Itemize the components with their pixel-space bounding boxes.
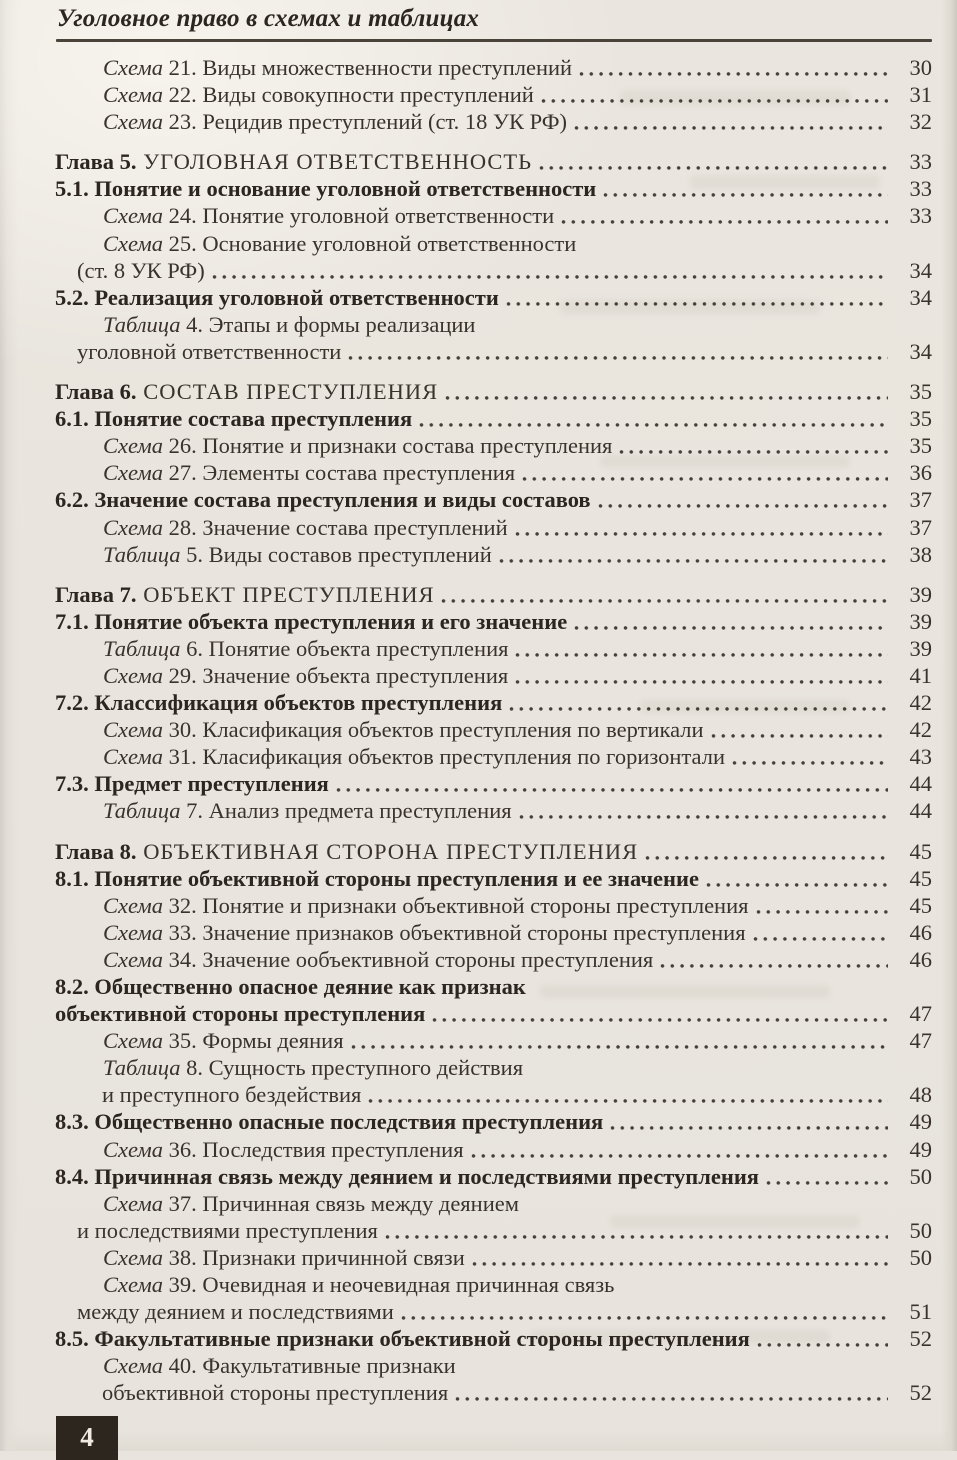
dot-leader (470, 1244, 888, 1271)
toc-chapter-prefix: Глава 7. (55, 581, 137, 607)
toc-entry (55, 689, 932, 716)
toc-entry (55, 1000, 932, 1027)
toc-entry (55, 1054, 932, 1081)
toc-entry-text: объективной стороны преступления (55, 1001, 426, 1027)
dot-leader (210, 257, 888, 284)
dot-leader (513, 662, 888, 689)
dot-leader (497, 541, 888, 568)
toc-entry-page: 50 (909, 1163, 932, 1189)
toc-entry-page: 47 (909, 1001, 932, 1027)
dot-leader (507, 689, 888, 716)
toc-entry-text: 8.1. Понятие объективной стороны преступления и ее значение (55, 865, 699, 891)
toc-entry-text: 21. Виды множественности преступлений (163, 55, 573, 80)
toc-entry-page: 34 (909, 257, 932, 283)
toc-entry (55, 581, 932, 608)
toc-entry-page: 45 (909, 892, 932, 918)
toc-entry-label: Схема (103, 1272, 164, 1298)
toc-entry (55, 81, 932, 108)
toc-entry-text: 34. Значение ообъективной стороны преступления (163, 946, 654, 972)
toc-entry-label: Таблица (103, 311, 181, 337)
dot-leader (764, 1163, 888, 1190)
toc-entry-label: Таблица (103, 635, 181, 661)
dot-leader (730, 743, 888, 770)
toc-entry (55, 284, 932, 311)
toc-entry-page: 50 (909, 1244, 932, 1270)
toc-entry (55, 459, 932, 486)
toc-entry-text: уголовной ответственности (77, 338, 342, 364)
toc-entry (55, 608, 932, 635)
dot-leader (346, 338, 888, 365)
toc-entry-label: Схема (103, 55, 164, 80)
header-rule (56, 39, 932, 42)
dot-leader (608, 1108, 888, 1135)
dot-leader (430, 1000, 888, 1027)
dot-leader (504, 284, 888, 311)
toc-entry-page: 35 (909, 406, 932, 432)
toc-entry-page: 37 (909, 514, 932, 540)
toc-entry (55, 865, 932, 892)
toc-entry-text: 24. Понятие уголовной ответственности (163, 203, 555, 229)
toc-entry (55, 1352, 932, 1379)
toc-entry-page: 49 (909, 1136, 932, 1162)
toc-entry-page: 31 (909, 82, 932, 108)
toc-entry (55, 1190, 932, 1217)
toc-entry-label: Таблица (103, 541, 181, 567)
toc-entry (55, 108, 932, 135)
toc-entry-page: 33 (909, 149, 932, 175)
toc-entry (55, 770, 932, 797)
toc-chapter-prefix: Глава 8. (55, 838, 137, 864)
toc-entry (55, 716, 932, 743)
toc-entry-text: 28. Значение состава преступлений (163, 514, 508, 540)
toc-entry-label: Схема (103, 1190, 164, 1216)
toc-entry-text: (ст. 8 УК РФ) (77, 257, 205, 283)
toc-entry-text: 7. Анализ предмета преступления (180, 798, 512, 824)
toc-entry-text: 36. Последствия преступления (163, 1136, 464, 1162)
dot-leader (537, 148, 888, 175)
dot-leader (539, 81, 888, 108)
toc-entry (55, 1379, 932, 1406)
dot-leader (349, 1027, 888, 1054)
toc-entry-label: Схема (103, 717, 164, 743)
toc-entry-page: 42 (909, 717, 932, 743)
toc-entry-text: 30. Класификация объектов преступления по вертикали (163, 717, 704, 743)
toc-entry-text: объективной стороны преступления (102, 1380, 449, 1406)
toc-entry-page: 52 (909, 1380, 932, 1406)
toc-entry-text: 38. Признаки причинной связи (163, 1244, 465, 1270)
toc-entry-page: 32 (909, 109, 932, 135)
toc-entry-label: Схема (103, 892, 164, 918)
toc-entry-text: 8.4. Причинная связь между деянием и последствиями преступления (55, 1163, 759, 1189)
toc-entry-page: 45 (909, 865, 932, 891)
toc-entry-page: 44 (909, 798, 932, 824)
page-number-badge (56, 1416, 118, 1460)
toc-entry-text: 25. Основание уголовной ответственности (163, 230, 577, 256)
toc-entry (55, 378, 932, 405)
toc-entry-page: 39 (909, 581, 932, 607)
dot-leader (453, 1379, 888, 1406)
toc-entry-text: 31. Класификация объектов преступления по горизонтали (163, 744, 725, 770)
toc-entry-page: 48 (909, 1082, 932, 1108)
toc-entry-page: 42 (909, 690, 932, 716)
toc-entry-label: Таблица (103, 1055, 181, 1081)
table-of-contents (55, 54, 932, 1407)
toc-entry-page: 33 (909, 203, 932, 229)
toc-entry-label: Схема (103, 1244, 164, 1270)
toc-entry (55, 1244, 932, 1271)
dot-leader (383, 1217, 888, 1244)
toc-entry-label: Схема (103, 109, 164, 135)
toc-entry (55, 662, 932, 689)
toc-entry (55, 175, 932, 202)
toc-entry-text: 39. Очевидная и неочевидная причинная связь (163, 1272, 615, 1298)
toc-entry (55, 1217, 932, 1244)
toc-entry (55, 257, 932, 284)
dot-leader (754, 892, 889, 919)
toc-entry-text: 7.1. Понятие объекта преступления и его значение (55, 608, 568, 634)
toc-entry-text: 8.2. Общественно опасное деяние как признак (55, 974, 526, 999)
toc-entry (55, 1136, 932, 1163)
toc-entry (55, 514, 932, 541)
toc-entry-text: 5. Виды составов преступлений (180, 541, 492, 567)
toc-chapter-prefix: Глава 5. (55, 149, 137, 175)
toc-entry-text: 33. Значение признаков объективной стороны преступления (163, 919, 746, 945)
toc-entry (55, 202, 932, 229)
toc-entry-page: 35 (909, 433, 932, 459)
toc-entry-text: 7.3. Предмет преступления (55, 771, 329, 797)
toc-entry-text: 22. Виды совокупности преступлений (163, 82, 534, 108)
toc-entry-page: 46 (909, 946, 932, 972)
page-number: 4 (80, 1422, 94, 1452)
toc-entry (55, 54, 932, 81)
toc-chapter-title: ОБЪЕКТ ПРЕСТУПЛЕНИЯ (136, 581, 435, 607)
toc-entry-label: Схема (103, 1136, 164, 1162)
toc-entry-page: 34 (909, 284, 932, 310)
toc-entry (55, 1163, 932, 1190)
toc-entry-text: 40. Факультативные признаки (163, 1353, 456, 1379)
dot-leader (513, 514, 888, 541)
toc-entry-page: 30 (909, 55, 932, 80)
toc-entry-label: Схема (103, 946, 164, 972)
toc-entry-page: 34 (909, 338, 932, 364)
running-header-title: Уголовное право в схемах и таблицах (57, 5, 480, 32)
toc-entry (55, 919, 932, 946)
toc-entry-page: 51 (909, 1299, 932, 1325)
toc-entry-text: 37. Причинная связь между деянием (163, 1190, 519, 1216)
dot-leader (366, 1081, 888, 1108)
toc-entry-page: 36 (909, 460, 932, 486)
toc-entry (55, 973, 932, 1000)
toc-entry-page: 45 (909, 838, 932, 864)
toc-entry-page: 43 (909, 744, 932, 770)
toc-entry (55, 743, 932, 770)
dot-leader (643, 838, 888, 865)
toc-chapter-title: ОБЪЕКТИВНАЯ СТОРОНА ПРЕСТУПЛЕНИЯ (136, 838, 639, 864)
dot-leader (559, 202, 888, 229)
toc-entry-page: 37 (909, 487, 932, 513)
toc-entry-text: 5.1. Понятие и основание уголовной ответственности (55, 176, 597, 202)
toc-entry-text: 7.2. Классификация объектов преступления (55, 690, 503, 716)
toc-chapter-title: СОСТАВ ПРЕСТУПЛЕНИЯ (136, 379, 439, 405)
dot-leader (439, 581, 888, 608)
dot-leader (334, 770, 888, 797)
toc-entry (55, 838, 932, 865)
dot-leader (443, 378, 888, 405)
toc-entry (55, 797, 932, 824)
toc-entry-page: 35 (909, 379, 932, 405)
dot-leader (601, 175, 888, 202)
toc-entry (55, 635, 932, 662)
toc-entry-page: 39 (909, 608, 932, 634)
toc-entry (55, 1298, 932, 1325)
dot-leader (572, 608, 888, 635)
toc-entry-text: 6. Понятие объекта преступления (180, 635, 509, 661)
dot-leader (577, 54, 888, 81)
toc-entry-page: 47 (909, 1028, 932, 1054)
toc-entry-label: Схема (103, 1353, 164, 1379)
toc-entry-text: 6.1. Понятие состава преступления (55, 406, 413, 432)
toc-entry-page: 33 (909, 176, 932, 202)
toc-entry-label: Схема (103, 662, 164, 688)
toc-entry-label: Схема (103, 82, 164, 108)
toc-entry (55, 230, 932, 257)
toc-entry-label: Схема (103, 514, 164, 540)
toc-entry-text: 27. Элементы состава преступления (163, 460, 516, 486)
toc-entry-label: Схема (103, 744, 164, 770)
toc-entry-page: 50 (909, 1217, 932, 1243)
toc-entry-text: между деянием и последствиями (77, 1299, 394, 1325)
toc-entry-page: 52 (909, 1326, 932, 1352)
toc-entry (55, 1108, 932, 1135)
toc-entry (55, 311, 932, 338)
toc-entry-text: и последствиями преступления (77, 1217, 378, 1243)
toc-entry (55, 486, 932, 513)
toc-entry (55, 338, 932, 365)
toc-entry-page: 46 (909, 919, 932, 945)
dot-leader (617, 432, 888, 459)
toc-entry (55, 148, 932, 175)
toc-entry-text: и преступного бездействия (102, 1082, 362, 1108)
toc-entry-label: Схема (103, 919, 164, 945)
toc-entry-page: 49 (909, 1109, 932, 1135)
dot-leader (658, 946, 888, 973)
dot-leader (513, 635, 888, 662)
toc-chapter-prefix: Глава 6. (55, 379, 137, 405)
toc-entry-page: 38 (909, 541, 932, 567)
toc-entry-text: 6.2. Значение состава преступления и виды составов (55, 487, 591, 513)
toc-entry-label: Схема (103, 433, 164, 459)
toc-entry (55, 432, 932, 459)
toc-entry-text: 8. Сущность преступного действия (180, 1055, 524, 1081)
toc-entry-label: Схема (103, 1028, 164, 1054)
toc-entry-text: 35. Формы деяния (163, 1028, 344, 1054)
toc-entry-label: Схема (103, 230, 164, 256)
toc-entry (55, 1325, 932, 1352)
toc-entry-text: 8.3. Общественно опасные последствия преступления (55, 1109, 604, 1135)
toc-entry-text: 5.2. Реализация уголовной ответственности (55, 284, 499, 310)
toc-entry-text: 26. Понятие и признаки состава преступления (163, 433, 613, 459)
dot-leader (572, 108, 888, 135)
toc-entry-text: 29. Значение объекта преступления (163, 662, 509, 688)
toc-entry-text: 4. Этапы и формы реализации (180, 311, 476, 337)
toc-entry-page: 44 (909, 771, 932, 797)
toc-entry (55, 541, 932, 568)
toc-entry (55, 1027, 932, 1054)
toc-entry (55, 1081, 932, 1108)
dot-leader (596, 486, 888, 513)
toc-entry-text: 32. Понятие и признаки объективной стороны преступления (163, 892, 749, 918)
toc-entry (55, 946, 932, 973)
toc-entry-label: Схема (103, 203, 164, 229)
toc-entry (55, 405, 932, 432)
toc-entry-text: 8.5. Факультативные признаки объективной стороны преступления (55, 1326, 750, 1352)
dot-leader (755, 1325, 888, 1352)
toc-entry-label: Схема (103, 460, 164, 486)
toc-chapter-title: УГОЛОВНАЯ ОТВЕТСТВЕННОСТЬ (136, 149, 533, 175)
dot-leader (709, 716, 888, 743)
dot-leader (517, 797, 888, 824)
toc-entry-text: 23. Рецидив преступлений (ст. 18 УК РФ) (163, 109, 567, 135)
dot-leader (704, 865, 888, 892)
dot-leader (751, 919, 888, 946)
dot-leader (469, 1136, 888, 1163)
toc-entry-label: Таблица (103, 798, 181, 824)
dot-leader (399, 1298, 888, 1325)
toc-entry (55, 892, 932, 919)
toc-entry-page: 39 (909, 635, 932, 661)
toc-entry-page: 41 (909, 662, 932, 688)
toc-entry (55, 1271, 932, 1298)
dot-leader (417, 405, 888, 432)
dot-leader (520, 459, 888, 486)
